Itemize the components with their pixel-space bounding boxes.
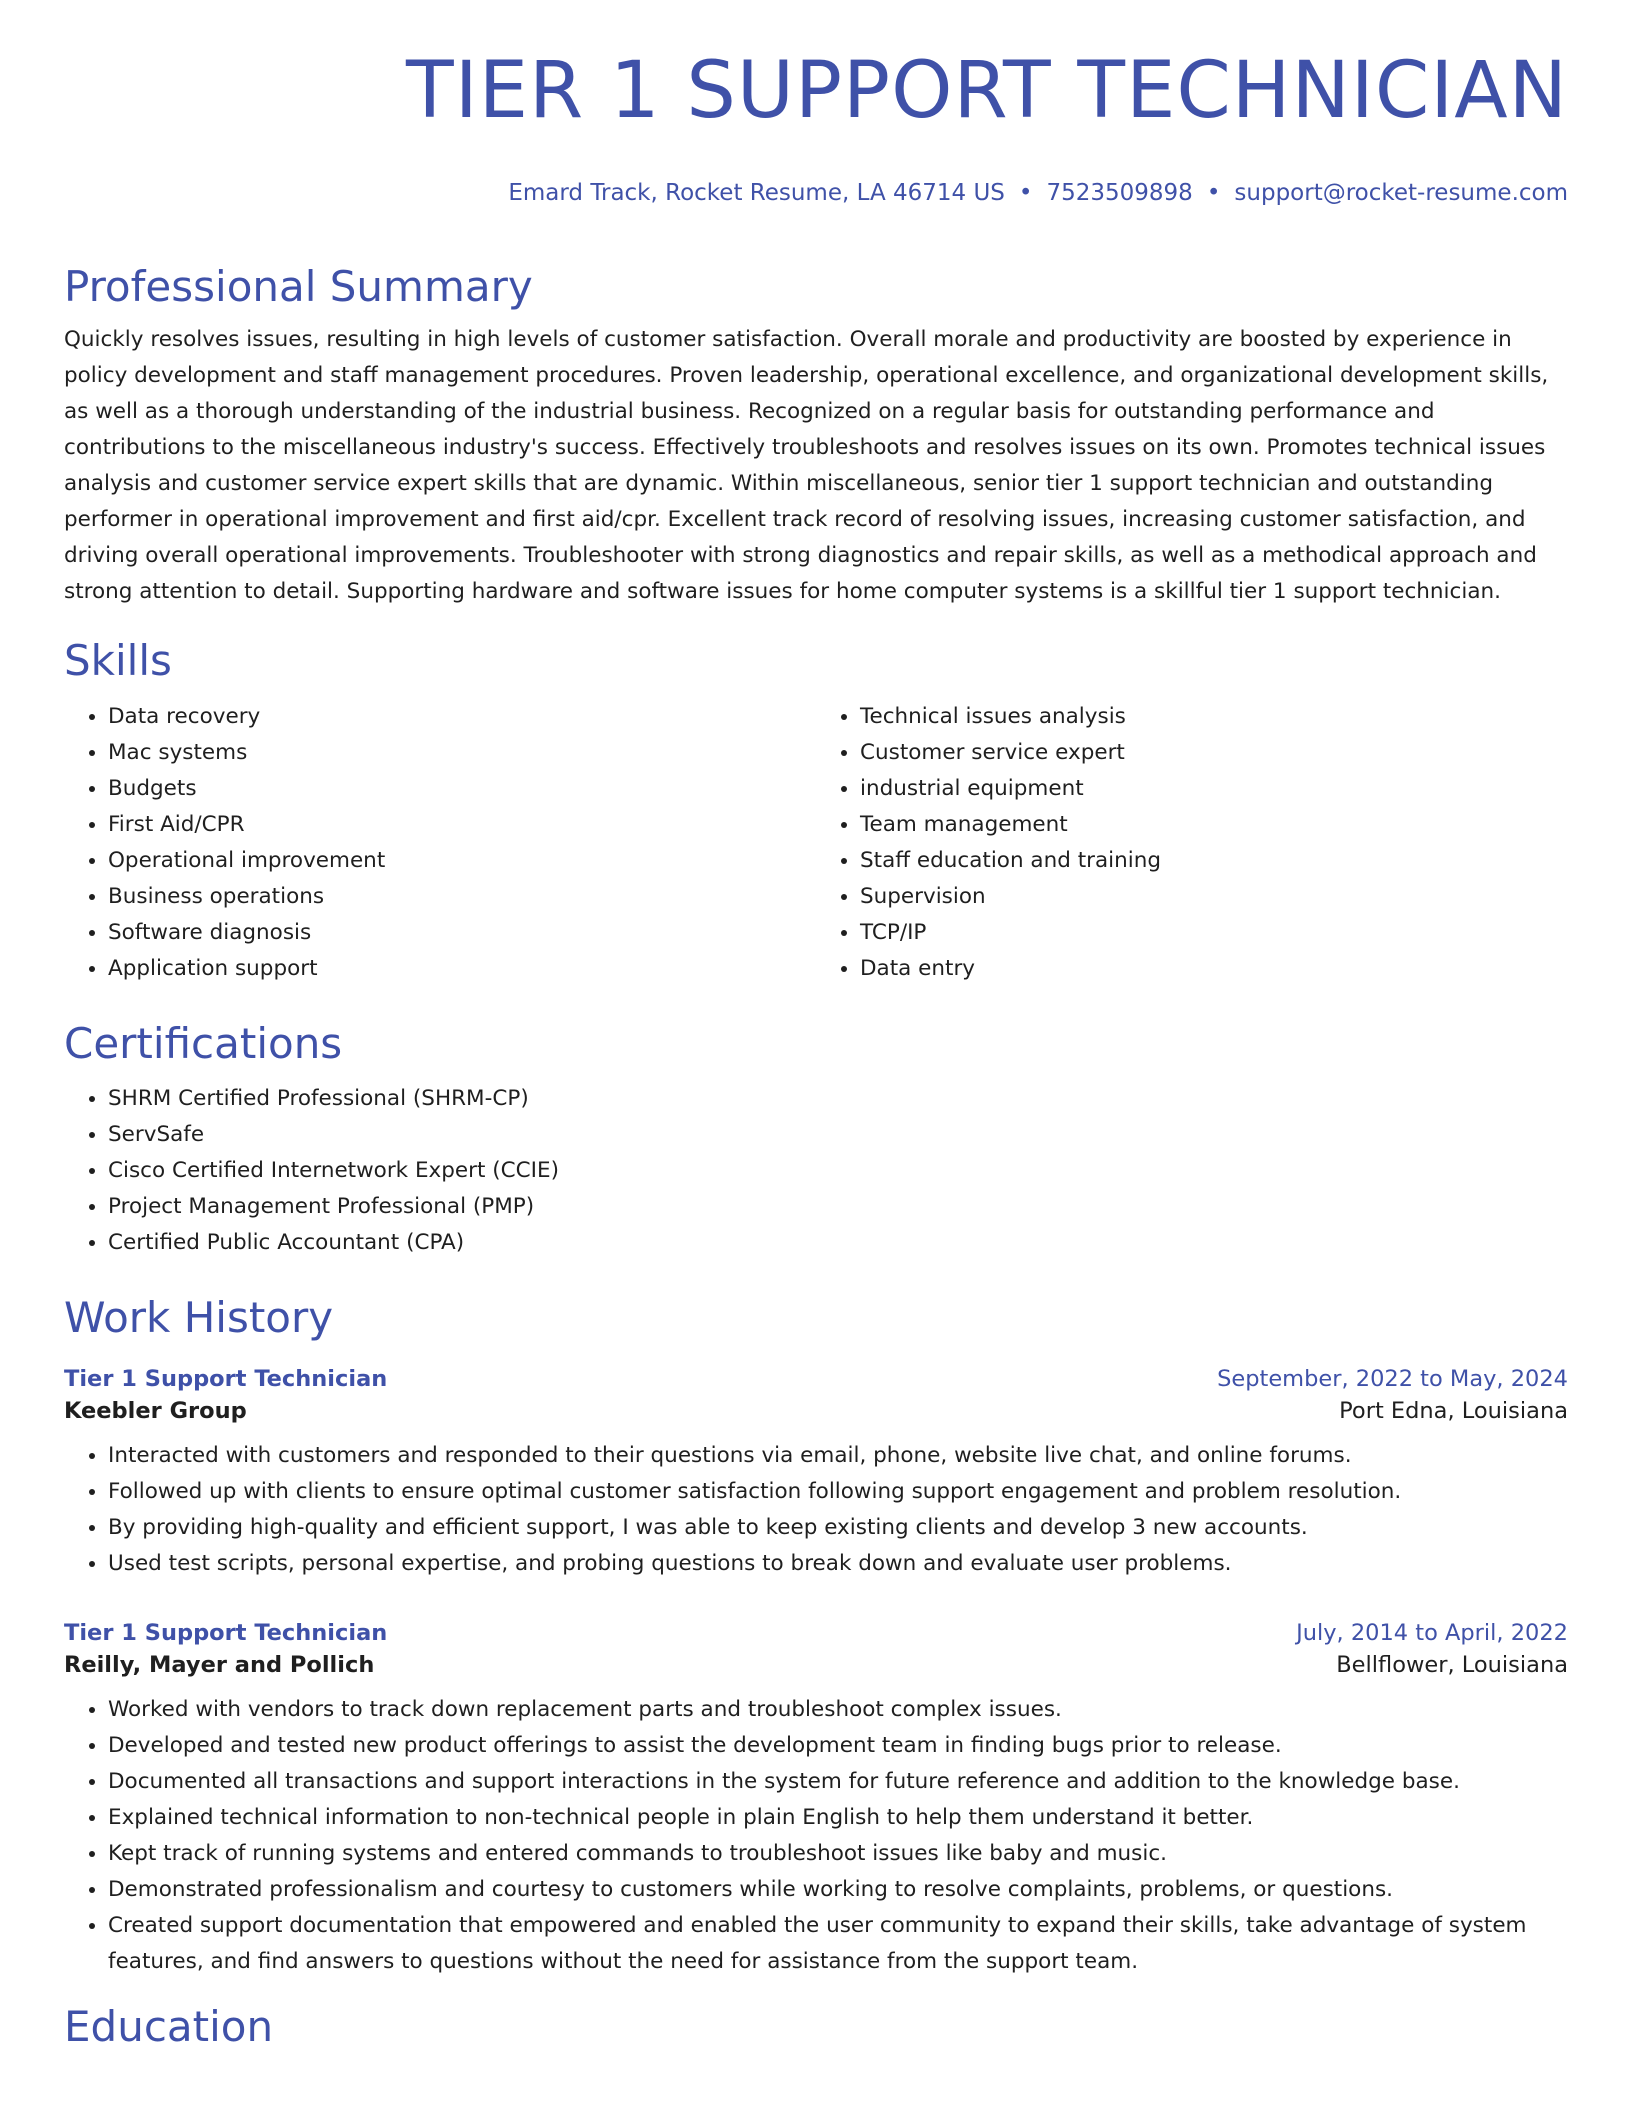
job-bullet: • By providing high-quality and efficient support, I was able to keep existing clients and develop 3 new accounts. xyxy=(108,1510,1568,1546)
contact-email[interactable]: support@rocket-resume.com xyxy=(1234,180,1568,206)
certifications-list xyxy=(64,1081,1568,1261)
skills-list-right xyxy=(816,699,1568,987)
skill-item: • Data entry xyxy=(860,951,1568,987)
skill-item: • Mac systems xyxy=(108,735,816,771)
skill-item: • Business operations xyxy=(108,879,816,915)
skill-item: • Budgets xyxy=(108,771,816,807)
job-company: Reilly, Mayer and Pollich xyxy=(64,1651,375,1678)
job-bullet: • Documented all transactions and support interactions in the system for future reference and addition to the knowledge base. xyxy=(108,1764,1568,1800)
resume-title: TIER 1 SUPPORT TECHNICIAN xyxy=(406,46,1568,136)
skill-item: • industrial equipment xyxy=(860,771,1568,807)
job-bullets xyxy=(64,1692,1568,1980)
skill-item: • Customer service expert xyxy=(860,735,1568,771)
job-entry xyxy=(64,1366,1568,1582)
job-title: Tier 1 Support Technician xyxy=(64,1365,388,1392)
certification-item: • Certified Public Accountant (CPA) xyxy=(108,1225,1568,1261)
job-bullet: • Developed and tested new product offerings to assist the development team in finding bugs prior to release. xyxy=(108,1728,1568,1764)
skills-section xyxy=(64,636,1568,986)
job-dates: September, 2022 to May, 2024 xyxy=(1217,1365,1568,1392)
skill-item: • Team management xyxy=(860,807,1568,843)
skill-item: • Application support xyxy=(108,951,816,987)
job-location: Bellflower, Louisiana xyxy=(1336,1651,1568,1678)
job-company: Keebler Group xyxy=(64,1397,247,1424)
job-bullet: • Followed up with clients to ensure optimal customer satisfaction following support engagement and problem resolution. xyxy=(108,1474,1568,1510)
job-bullet: • Explained technical information to non-technical people in plain English to help them understand it better. xyxy=(108,1800,1568,1836)
job-bullet: • Created support documentation that empowered and enabled the user community to expand their skills, take advantage of system features, and find answers to questions without the need for assistance from the support team. xyxy=(108,1908,1568,1980)
skill-item: • Staff education and training xyxy=(860,843,1568,879)
skill-item: • Software diagnosis xyxy=(108,915,816,951)
job-subheader xyxy=(64,1398,1568,1424)
certification-item: • ServSafe xyxy=(108,1117,1568,1153)
job-bullet: • Demonstrated professionalism and courtesy to customers while working to resolve complaints, problems, or questions. xyxy=(108,1872,1568,1908)
contact-address: Emard Track, Rocket Resume, LA 46714 US xyxy=(508,180,1005,206)
job-header xyxy=(64,1620,1568,1646)
skill-item: • First Aid/CPR xyxy=(108,807,816,843)
job-bullet: • Kept track of running systems and entered commands to troubleshoot issues like baby and music. xyxy=(108,1836,1568,1872)
job-subheader xyxy=(64,1652,1568,1678)
job-dates: July, 2014 to April, 2022 xyxy=(1296,1619,1568,1646)
job-bullet: • Interacted with customers and responded to their questions via email, phone, website live chat, and online forums. xyxy=(108,1438,1568,1474)
certification-item: • SHRM Certified Professional (SHRM-CP) xyxy=(108,1081,1568,1117)
skill-item: • Technical issues analysis xyxy=(860,699,1568,735)
contact-separator: • xyxy=(1018,180,1033,206)
skill-item: • Data recovery xyxy=(108,699,816,735)
education-heading: Education xyxy=(64,2001,274,2051)
certifications-section xyxy=(64,1019,1568,1261)
contact-line xyxy=(508,180,1568,206)
contact-separator: • xyxy=(1206,180,1221,206)
skill-item: • Supervision xyxy=(860,879,1568,915)
education-section xyxy=(64,2002,1568,2052)
skill-item: • Operational improvement xyxy=(108,843,816,879)
work-history-section xyxy=(64,1293,1568,1979)
job-bullet: • Worked with vendors to track down replacement parts and troubleshoot complex issues. xyxy=(108,1692,1568,1728)
job-bullet: • Used test scripts, personal expertise, and probing questions to break down and evaluate user problems. xyxy=(108,1546,1568,1582)
skill-item: • TCP/IP xyxy=(860,915,1568,951)
skills-heading: Skills xyxy=(64,636,172,686)
certification-item: • Cisco Certified Internetwork Expert (CCIE) xyxy=(108,1153,1568,1189)
job-location: Port Edna, Louisiana xyxy=(1339,1397,1568,1424)
summary-heading: Professional Summary xyxy=(64,262,533,311)
resume-content xyxy=(64,262,1568,2052)
job-bullets xyxy=(64,1438,1568,1582)
skills-columns xyxy=(64,699,1568,987)
work-history-heading: Work History xyxy=(64,1293,334,1343)
contact-phone[interactable]: 7523509898 xyxy=(1046,180,1193,206)
summary-section xyxy=(64,262,1568,610)
certification-item: • Project Management Professional (PMP) xyxy=(108,1189,1568,1225)
certifications-heading: Certifications xyxy=(64,1018,343,1068)
summary-text: Quickly resolves issues, resulting in high levels of customer satisfaction. Overall morale and productivity are boosted by experience in policy development and staff management procedures. Proven leadership, operational excellence, and organizational development skills, as well as a thorough understanding of the industrial business. Recognized on a regular basis for outstanding performance and contributions to the miscellaneous industry's success. Effectively troubleshoots and resolves issues on its own. Promotes technical issues analysis and customer service expert skills that are dynamic. Within miscellaneous, senior tier 1 support technician and outstanding performer in operational improvement and first aid/cpr. Excellent track record of resolving issues, increasing customer satisfaction, and driving overall operational improvements. Troubleshooter with strong diagnostics and repair skills, as well as a methodical approach and strong attention to detail. Supporting hardware and software issues for home computer systems is a skillful tier 1 support technician. xyxy=(64,327,1549,605)
skills-list-left xyxy=(64,699,816,987)
job-entry xyxy=(64,1620,1568,1980)
job-header xyxy=(64,1366,1568,1392)
job-title: Tier 1 Support Technician xyxy=(64,1619,388,1646)
